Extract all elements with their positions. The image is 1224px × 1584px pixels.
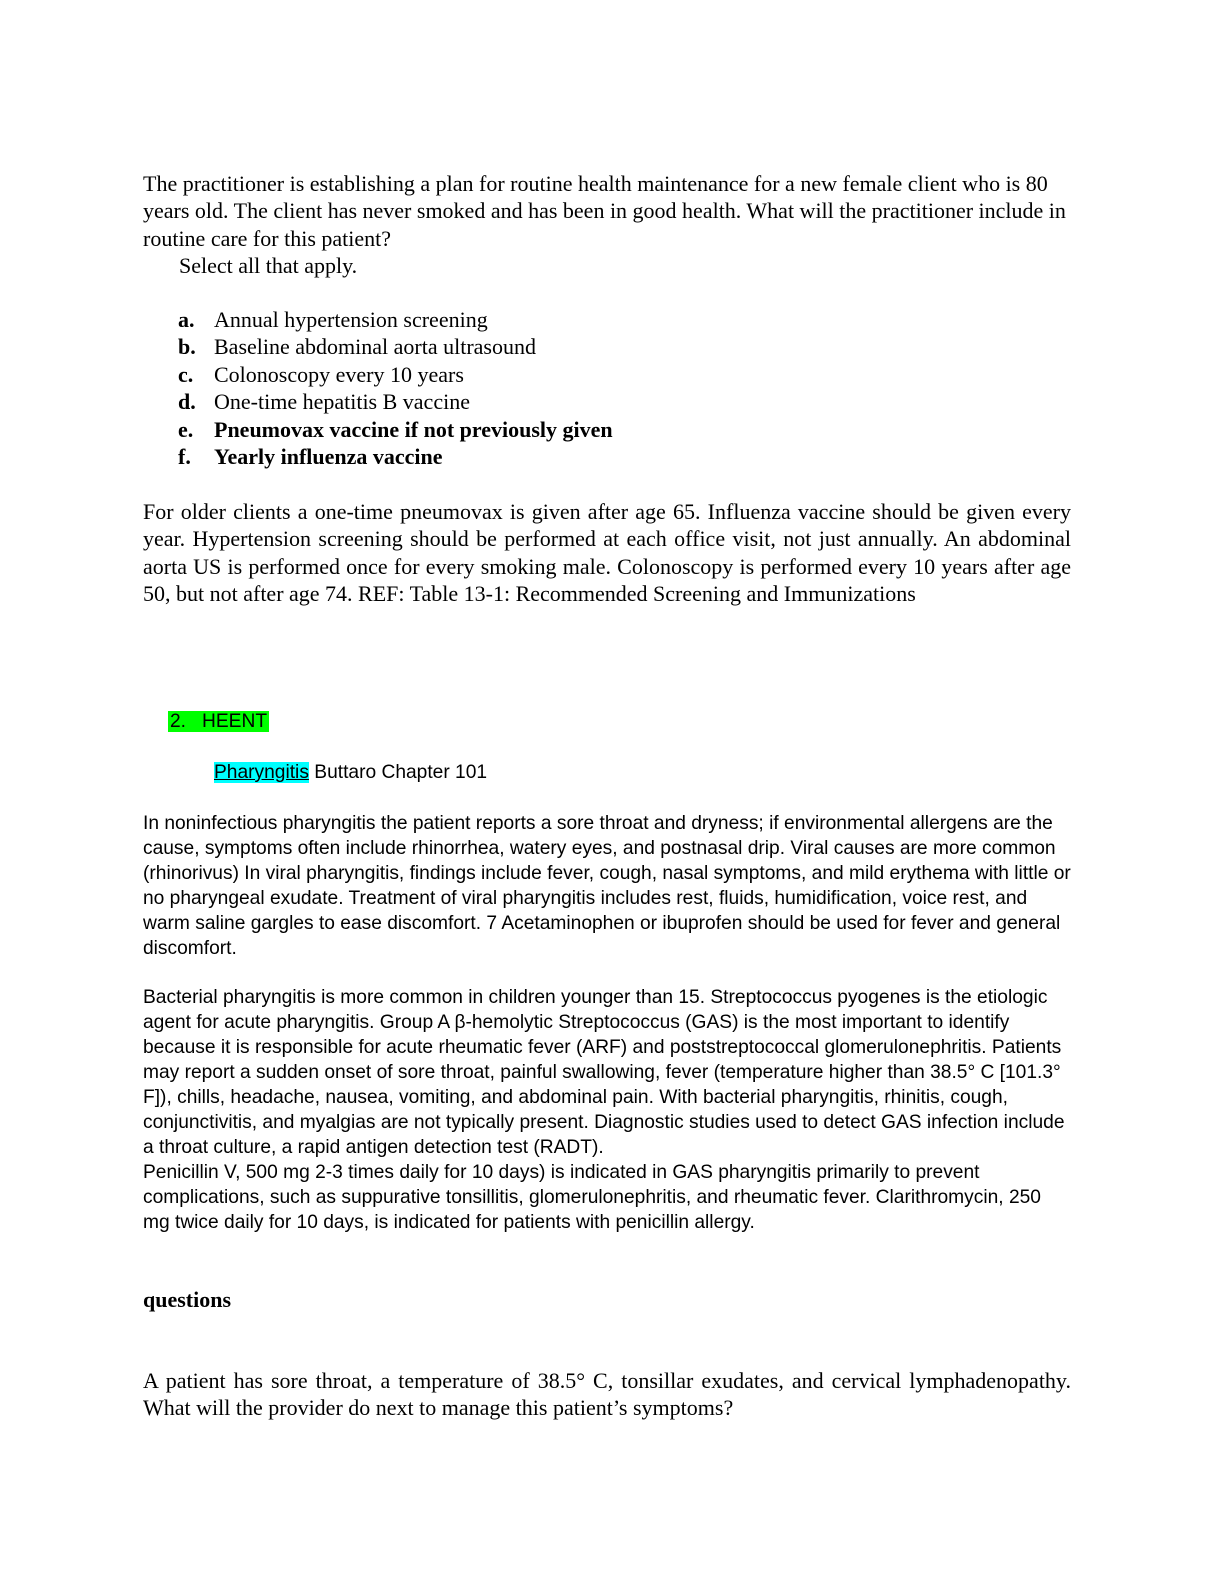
option-text: Annual hypertension screening (214, 307, 488, 332)
question-1-rationale: For older clients a one-time pneumovax is given after age 65. Influenza vaccine should be given every year. Hypertension screening should be performed at each office visit, not just annually. An abdominal aorta US is performed once for every smoking male. Colonoscopy is performed every 10 years after age 50, but not after age 74. REF: Table 13-1: Recommended Screening and Immunizations (143, 499, 1071, 607)
section-highlight (168, 711, 269, 732)
option-letter: a. (178, 307, 195, 332)
section-number: 2. (170, 711, 187, 732)
answer-options (178, 306, 613, 470)
topic-link[interactable]: Pharyngitis (214, 762, 309, 783)
questions-heading: questions (143, 1287, 232, 1312)
answer-option-c (178, 361, 613, 388)
option-text: One-time hepatitis B vaccine (214, 389, 470, 415)
option-text: Baseline abdominal aorta ultrasound (214, 334, 536, 360)
section-title: HEENT (202, 711, 268, 732)
question-1-stem: The practitioner is establishing a plan for routine health maintenance for a new female client who is 80 years old. The client has never smoked and has been in good health. What will the practitioner include in routine care for this patient? (143, 171, 1066, 251)
answer-option-d (178, 388, 613, 415)
paragraph-bacterial: Bacterial pharyngitis is more common in children younger than 15. Streptococcus pyogenes is the etiologic agent for acute pharyngitis. Group A β-hemolytic Streptococcus (GAS) is the most important to identify because it is responsible for acute rheumatic fever (ARF) and poststreptococcal glomerulonephritis. Patients may report a sudden onset of sore throat, painful swallowing, fever (temperature higher than 38.5° C [101.3° F]), chills, headache, nausea, vomiting, and abdominal pain. With bacterial pharyngitis, rhinitis, cough, conjunctivitis, and myalgias are not typically present. Diagnostic studies used to detect GAS infection include a throat culture, a rapid antigen detection test (RADT). Penicillin V, 500 mg 2-3 times daily for 10 days) is indicated in GAS pharyngitis primarily to prevent complications, such as suppurative tonsillitis, glomerulonephritis, and rheumatic fever. Clarithromycin, 250 mg twice daily for 10 days, is indicated for patients with penicillin allergy. (143, 987, 1065, 1233)
question-1-instruction: Select all that apply. (179, 253, 358, 278)
section-heading (168, 709, 269, 734)
option-text: Yearly influenza vaccine (214, 443, 443, 469)
option-letter: f. (178, 443, 191, 469)
option-letter: e. (178, 416, 194, 442)
question-2-stem: A patient has sore throat, a temperature of 38.5° C, tonsillar exudates, and cervical lymphadenopathy. What will the provider do next to manage this patient’s symptoms? (143, 1368, 1071, 1421)
answer-option-f (178, 443, 613, 470)
option-letter: c. (178, 361, 194, 387)
option-letter: d. (178, 389, 196, 415)
source-reference: Buttaro Chapter 101 (314, 762, 488, 783)
answer-option-b (178, 333, 613, 360)
option-text: Pneumovax vaccine if not previously given (214, 416, 613, 442)
answer-option-e (178, 416, 613, 443)
option-text: Colonoscopy every 10 years (214, 361, 464, 387)
subsection-heading (214, 760, 487, 785)
option-letter: b. (178, 334, 196, 360)
answer-option-a (178, 306, 613, 333)
paragraph-noninfectious: In noninfectious pharyngitis the patient reports a sore throat and dryness; if environmental allergens are the cause, symptoms often include rhinorrhea, watery eyes, and postnasal drip. Viral causes are more common (rhinorivus) In viral pharyngitis, findings include fever, cough, nasal symptoms, and mild erythema with little or no pharyngeal exudate. Treatment of viral pharyngitis includes rest, fluids, humidification, voice rest, and warm saline gargles to ease discomfort. 7 Acetaminophen or ibuprofen should be used for fever and general discomfort. (143, 813, 1071, 959)
